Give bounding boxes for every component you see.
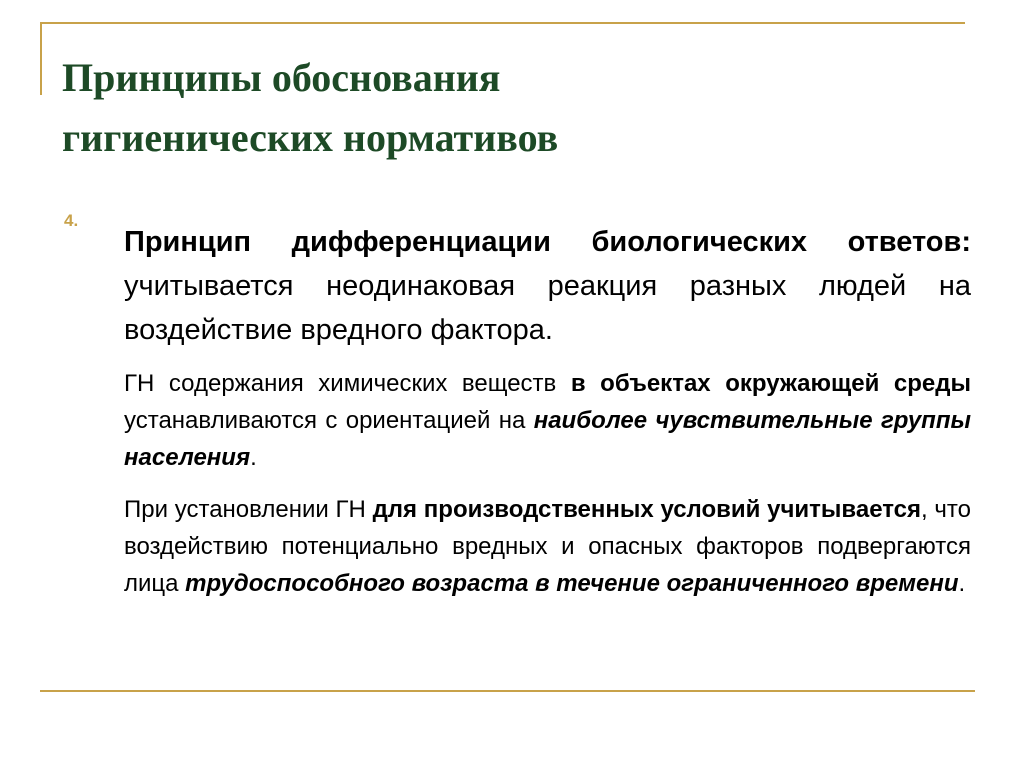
title-line-2: гигиенических нормативов — [62, 115, 559, 160]
principle-paragraph — [124, 220, 971, 352]
occupational-paragraph — [124, 491, 971, 602]
slide-title — [62, 48, 962, 168]
occ-bold: для производственных условий учитывается — [372, 496, 922, 523]
occ-text-2: , что воздействию потенциально вредных и опасных факторов подвергаются лица — [124, 496, 971, 597]
bullet-number: 4. — [64, 211, 79, 230]
top-decor-line — [40, 22, 965, 24]
env-bold: в объектах окружающей среды — [570, 370, 971, 397]
bottom-decor-line — [40, 690, 975, 692]
env-text-3: . — [250, 444, 257, 471]
env-bold-italic: наиболее чувствительные группы населения — [124, 407, 972, 471]
occ-bold-italic: трудоспособного возраста в течение ограниченного времени — [185, 570, 959, 597]
principle-heading: Принцип дифференциации биологических ответов: — [124, 226, 971, 258]
occ-text-1: При установлении ГН — [124, 496, 373, 523]
title-line-1: Принципы обоснования — [62, 55, 501, 100]
environment-paragraph — [124, 365, 971, 476]
principle-text: учитывается неодинаковая реакция разных людей на воздействие вредного фактора. — [124, 270, 971, 346]
env-text-2: устанавливаются с ориентацией на — [124, 407, 534, 434]
env-text-1: ГН содержания химических веществ — [124, 370, 571, 397]
left-decor-line — [40, 22, 42, 95]
occ-text-3: . — [958, 570, 966, 597]
